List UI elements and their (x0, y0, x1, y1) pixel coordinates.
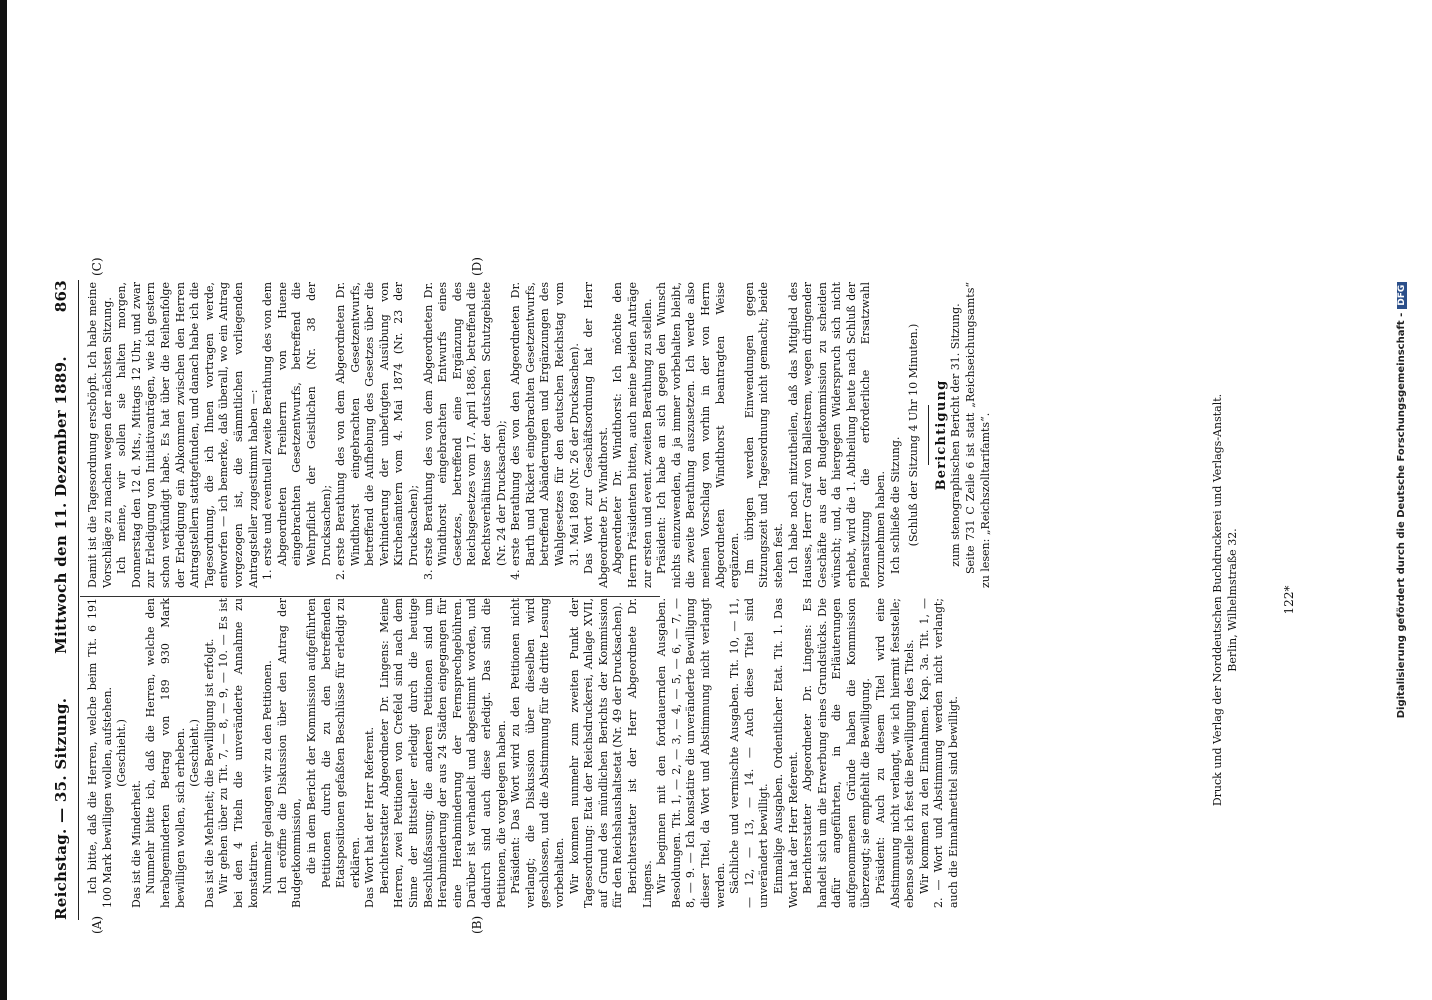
paragraph: Wir kommen nunmehr zum zweiten Punkt der Tagesordnung: Etat der Reichsdruckerei, Anlage XVII, auf Grund des mündlichen Berichts der Kommission für den Reichshaushaltsetat (Nr. 49 der Drucksachen). (567, 598, 625, 908)
header-rule (78, 280, 79, 920)
paragraph: Sächliche und vermischte Ausgaben. Tit. 10, — 11, — 12, — 13, — 14. — Auch diese Titel sind unverändert bewilligt. (728, 598, 771, 908)
agenda-item: 3. erste Berathung des von dem Abgeordneten Dr. Windthorst eingebrachten Entwurfs eines Gesetzes, betreffend eine Ergänzung des Reichsgesetzes vom 17. April 1886, betreffend die Rechtsverhältnisse der deutschen Schutzgebiete (Nr. 24 der Drucksachen); (422, 282, 510, 566)
printer-address: Berlin, Wilhelmstraße 32. (1226, 528, 1239, 672)
paragraph: Präsident: Ich habe an sich gegen den Wunsch nichts einzuwenden, da ja immer vorbehalten bleibt, die zweite Berathung auszusetzen. Ich werde also meinen Vorschlag von vorhin in der von Herrn Abgeordneten Windthorst beantragten Weise ergänzen. (655, 282, 742, 588)
digitization-watermark (1396, 0, 1407, 1000)
paragraph: Ich meine, wir sollen sie halten morgen, Donnerstag den 12 d. Mts., Mittags 12 Uhr, und zwar zur Erledigung von Initiativanträgen, wie ich gestern schon verkündigt habe. Es hat über die Reihenfolge der Erledigung ein Abkommen zwischen den Herren Antragstellern stattgefunden, und danach habe ich die Tagesordnung, die ich Ihnen vortragen werde, entworfen — ich bemerke, daß überall, wo ein Antrag vorgezogen ist, die sämmtlichen vorliegenden Antragsteller zugestimmt haben —: (115, 282, 260, 588)
sheet-number: 122* (1282, 585, 1296, 615)
paragraph: Nunmehr bitte ich, daß die Herren, welche den herabgeminderten Betrag von 189 930 Mark bewilligen wollen, sich erheben. (144, 598, 187, 908)
dfg-logo: DFG (1397, 282, 1407, 309)
paragraph: (Geschieht.) (115, 719, 129, 787)
paragraph: Das ist die Minderheit. (129, 780, 143, 908)
paragraph: Das ist die Mehrheit; die Bewilligung ist erfolgt. (202, 638, 216, 908)
paragraph: Ich bitte, daß die Herren, welche beim Tit. 6 191 100 Mark bewilligen wollen, aufstehen. (86, 598, 114, 908)
paragraph: Abgeordneter Dr. Windthorst: Ich möchte den Herrn Präsidenten bitten, auch meine beiden Anträge zur ersten und event. zweiten Berathung zu stellen. (611, 282, 654, 588)
paragraph: Nunmehr gelangen wir zu den Petitionen. (261, 660, 275, 894)
header-date: Mittwoch den 11. Dezember 1889. (52, 356, 70, 654)
watermark-text: Digitalisierung gefördert durch die Deutsche Forschungsgemeinschaft - (1396, 312, 1407, 719)
header-session: Reichstag. — 35. Sitzung. (52, 697, 70, 920)
berichtigung-text: Seite 731 C Zeile 6 ist statt „Reichseichungsamts“ zu lesen: „Reichszolltarifamts“. (964, 282, 992, 588)
margin-letter-b: (B) (470, 915, 484, 934)
right-column (86, 282, 993, 588)
paragraph: Wir kommen zu den Einnahmen. Kap. 3a. Tit. 1, — 2. — Wort und Abstimmung werden nicht verlangt; auch die Einnahmetitel sind bewilligt. (917, 598, 961, 908)
paragraph: Das Wort hat der Herr Referent. (363, 726, 377, 908)
paragraph: Präsident: Das Wort wird zu den Petitionen nicht verlangt; die Diskussion über dieselben wird geschlossen, und die Abstimmung für die dritte Lesung vorbehalten. (509, 598, 566, 908)
header-page-number: 863 (52, 280, 70, 313)
paragraph: Präsident: Auch zu diesem Titel wird eine Abstimmung nicht verlangt, wie ich hiermit feststelle; ebenso stelle ich fest die Bewilligung des Titels. (874, 598, 917, 908)
paragraph: Wir beginnen mit den fortdauernden Ausgaben. Besoldungen. Tit. 1, — 2, — 3, — 4, — 5, — 6, — 7, — 8, — 9. — Ich konstatire die unveränderte Bewilligung dieser Titel, da Wort und Abstimmung nicht verlangt werden. (655, 598, 727, 908)
agenda-item: 1. erste und eventuell zweite Berathung des von dem Abgeordneten Freiherrn von Huene eingebrachten Gesetzentwurfs, betreffend die Wehrpflicht der Geistlichen (Nr. 38 der Drucksachen); (261, 282, 334, 566)
margin-letter-d: (D) (470, 257, 484, 276)
printer-line: Druck und Verlag der Norddeutschen Buchdruckerei und Verlags-Anstalt. (1211, 393, 1224, 807)
paragraph: Ich schließe die Sitzung. (888, 436, 902, 574)
closing-note: (Schluß der Sitzung 4 Uhr 10 Minuten.) (907, 323, 921, 547)
section-rule (928, 405, 929, 465)
paragraph: Damit ist die Tagesordnung erschöpft. Ich habe meine Vorschläge zu machen wegen der nächsten Sitzung. (86, 282, 114, 588)
agenda-list (261, 282, 582, 588)
printer-imprint (1210, 280, 1240, 920)
paragraph: die in dem Bericht der Kommission aufgeführten Petitionen durch die zu den betreffenden Etatspositionen gefaßten Beschlüsse für erledigt zu erklären. (304, 598, 362, 888)
berichtigung-title: Berichtigung (933, 379, 949, 491)
agenda-item: 4. erste Berathung des von den Abgeordneten Dr. Barth und Rickert eingebrachten Gesetzentwurfs, betreffend Abänderungen und Ergänzungen des Wahlgesetzes für den deutschen Reichstag vom 31. Mai 1869 (Nr. 26 der Drucksachen). (509, 282, 582, 566)
paragraph: Das Wort zur Geschäftsordnung hat der Herr Abgeordnete Dr. Windthorst. (582, 282, 610, 588)
berichtigung-subtitle: zum stenographischen Bericht der 31. Sitzung. (949, 303, 963, 567)
paragraph: Berichterstatter ist der Herr Abgeordnete Dr. Lingens. (625, 598, 654, 908)
agenda-item: 2. erste Berathung des von dem Abgeordneten Dr. Windthorst eingebrachten Gesetzentwurfs, betreffend die Aufhebung des Gesetzes über die Verhinderung der unbefugten Ausübung von Kirchenämtern vom 4. Mai 1874 (Nr. 23 der Drucksachen); (334, 282, 422, 566)
paragraph: Ich eröffne die Diskussion über den Antrag der Budgetkommission, (275, 598, 304, 908)
column-divider (80, 596, 660, 597)
paragraph: (Geschieht.) (188, 719, 202, 787)
paragraph: Berichterstatter Abgeordneter Dr. Lingens: Es handelt sich um die Erwerbung eines Grundstücks. Die dafür angeführten, in die Erläuterungen aufgenommenen Gründe haben die Kommission überzeugt; sie empfiehlt die Bewilligung. (801, 598, 873, 908)
paragraph: Einmalige Ausgaben. Ordentlicher Etat. Tit. 1. Das Wort hat der Herr Referent. (771, 598, 800, 908)
paragraph: Im übrigen werden Einwendungen gegen Sitzungszeit und Tagesordnung nicht gemacht; beide stehen fest. (742, 282, 785, 588)
paragraph: Wir gehen über zu Tit. 7, — 8, — 9, — 10. — Es ist bei den 4 Titeln die unveränderte Annahme zu konstatiren. (217, 598, 260, 908)
paragraph: Berichterstatter Abgeordneter Dr. Lingens: Meine Herren, zwei Petitionen von Crefeld sind nach dem Sinne der Bittsteller erledigt durch die heutige Beschlußfassung; die anderen Petitionen sind um Herabminderung der aus 24 Städten eingegangen für eine Herabminderung der Fernsprechgebühren. Darüber ist verhandelt und abgestimmt worden, und dadurch sind auch diese erledigt. Das sind die Petitionen, die vorgelegen haben. (377, 598, 508, 908)
paragraph: Ich habe noch mitzutheilen, daß das Mitglied des Hauses, Herr Graf von Ballestrem, wegen dringender Geschäfte aus der Budgetkommission zu scheiden wünscht; und, da hiergegen Widerspruch sich nicht erhebt, wird die 1. Abtheilung heute nach Schluß der Plenarsitzung die erforderliche Ersatzwahl vorzunehmen haben. (786, 282, 888, 588)
margin-letter-a: (A) (90, 915, 104, 934)
left-column (86, 598, 962, 908)
margin-letter-c: (C) (90, 257, 104, 276)
page-header (52, 280, 74, 920)
